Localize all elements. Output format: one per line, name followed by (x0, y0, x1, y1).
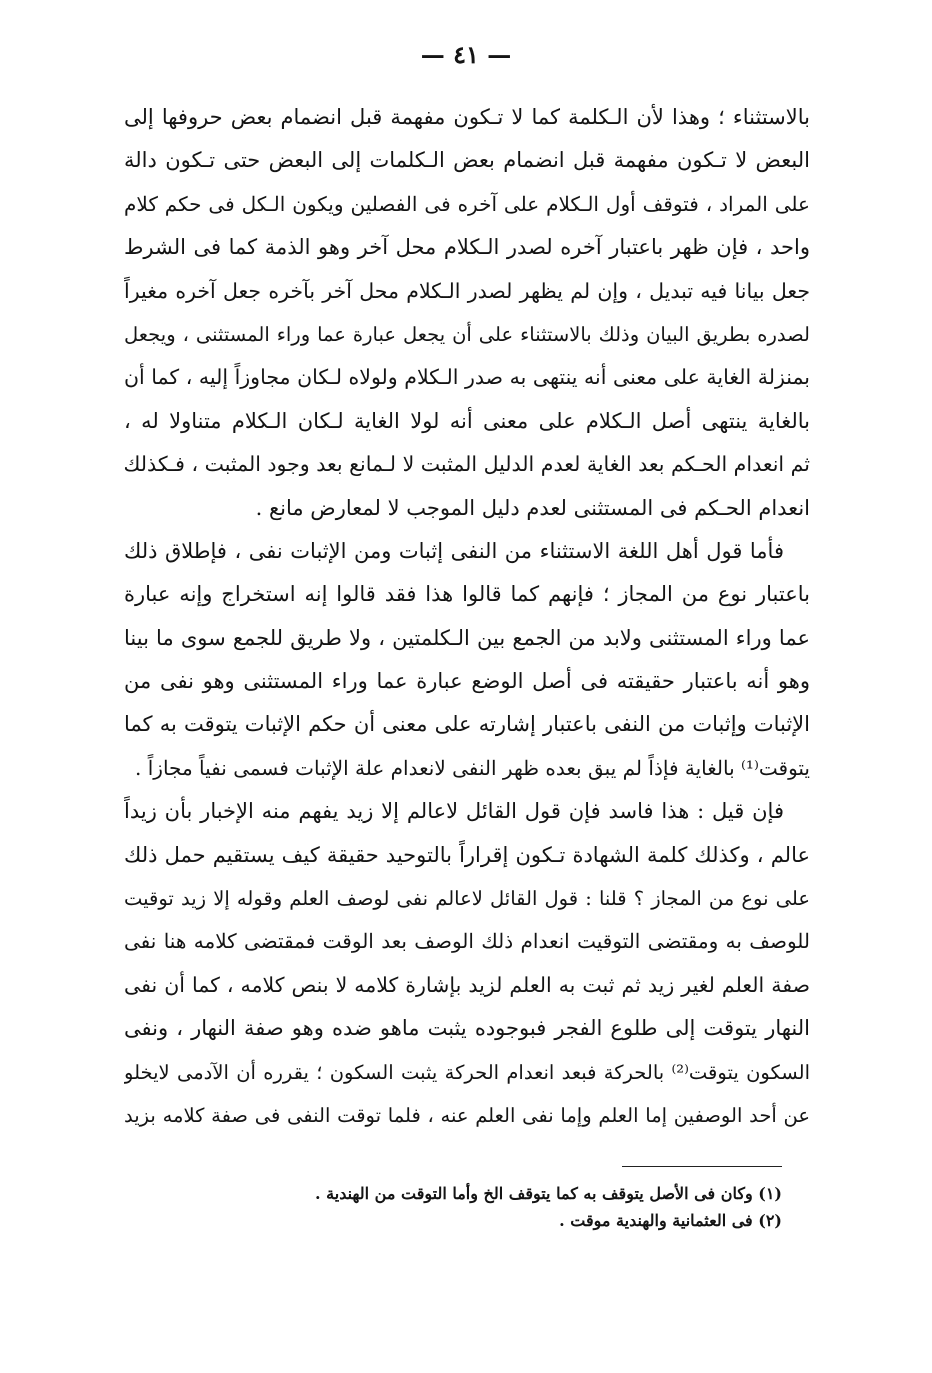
text-line: النهار يتوقت إلى طلوع الفجر فبوجوده يثبت ماهو ضده وهو صفة النهار ، ونفى (124, 1016, 810, 1041)
text-line: عما وراء المستثنى ولابد من الجمع بين الـكلمتين ، ولا طريق للجمع سوى ما بينا (124, 625, 810, 650)
text-line: يتوقت⁽¹⁾ بالغاية فإذاً لم يبق بعده ظهر النفى لانعدام علة الإثبات فسمى نفياً مجازاً . (135, 755, 810, 780)
text-line: على المراد ، فتوقف أول الـكلام على آخره فى الفصلين ويكون الـكل فى حكم كلام (124, 191, 810, 216)
text-line: السكون يتوقت⁽²⁾ بالحركة فبعد انعدام الحركة يثبت السكون ؛ يقرره أن الآدمى لايخلو (124, 1060, 810, 1084)
text-line: بالاستثناء ؛ وهذا لأن الـكلمة كما لا تـكون مفهمة قبل انضمام بعض حروفها إلى (124, 105, 810, 129)
body-text (124, 96, 810, 1137)
text-line: انعدام الحـكم فى المستثنى لعدم دليل الموجب لا لمعارض مانع . (255, 495, 810, 520)
text-line: فإن قيل : هذا فاسد فإن قول القائل لاعالم إلا زيد يفهم منه الإخبار بأن زيداً (124, 799, 784, 824)
footnote-separator (622, 1166, 782, 1167)
footnote-1: (١) وكان فى الأصل يتوقف به كما يتوقف الخ وأما التوقت من الهندية . (315, 1184, 782, 1203)
text-line: البعض لا تـكون مفهمة قبل انضمام بعض الـكلمات إلى البعض حتى تـكون دالة (124, 148, 810, 173)
text-line: فأما قول أهل اللغة الاستثناء من النفى إثبات ومن الإثبات نفى ، فإطلاق ذلك (124, 538, 784, 563)
text-line: صفة العلم لغير زيد ثم ثبت به العلم لزيد بإشارة كلامه لا بنص كلامه ، كما أن نفى (124, 972, 810, 997)
text-line: الإثبات وإثبات من النفى باعتبار إشارته على معنى أن حكم الإثبات يتوقت به كما (124, 712, 810, 737)
text-line: جعل بيانا فيه تبديل ، وإن لم يظهر لصدر الـكلام محل آخر بآخره جعل آخره مغيراً (124, 278, 810, 303)
text-line: بمنزلة الغاية على معنى أنه ينتهى به صدر الـكلام ولولاه لـكان مجاوزاً إليه ، كما أن (124, 365, 810, 390)
text-line: باعتبار نوع من المجاز ؛ فإنهم كما قالوا هذا فقد قالوا إنه استخراج وإنه عبارة (124, 582, 810, 607)
text-line: وهو أنه باعتبار حقيقته فى أصل الوضع عبارة عما وراء المستثنى وهو نفى من (124, 669, 810, 694)
text-line: عالم ، وكذلك كلمة الشهادة تـكون إقراراً بالتوحيد حقيقة كيف يستقيم حمل ذلك (124, 842, 810, 867)
text-line: بالغاية ينتهى أصل الـكلام على معنى أنه لولا الغاية لـكان الـكلام متناولا له ، (124, 408, 810, 433)
text-line: لصدره بطريق البيان وذلك بالاستثناء على أن يجعل عبارة عما وراء المستثنى ، ويجعل (124, 322, 810, 346)
text-line: ثم انعدام الحـكم بعد الغاية لعدم الدليل المثبت لا لـمانع بعد وجود المثبت ، فـكذلك (124, 452, 810, 477)
text-line: عن أحد الوصفين إما العلم وإما نفى العلم عنه ، فلما توقت النفى فى صفة كلامه بزيد (124, 1103, 810, 1127)
text-line: على نوع من المجاز ؟ قلنا : قول القائل لاعالم نفى لوصف العلم وقوله إلا زيد توقيت (124, 887, 810, 911)
footnote-2: (٢) فى العثمانية والهندية موقت . (559, 1211, 782, 1230)
footnotes (200, 1180, 782, 1234)
page-number: — ٤١ — (420, 40, 512, 69)
text-line: للوصف به ومقتضى التوقيت انعدام ذلك الوصف بعد الوقت فمقتضى كلامه هنا نفى (124, 929, 810, 954)
text-line: واحد ، فإن ظهر باعتبار آخره لصدر الـكلام محل آخر وهو الذمة كما فى الشرط (124, 235, 810, 260)
